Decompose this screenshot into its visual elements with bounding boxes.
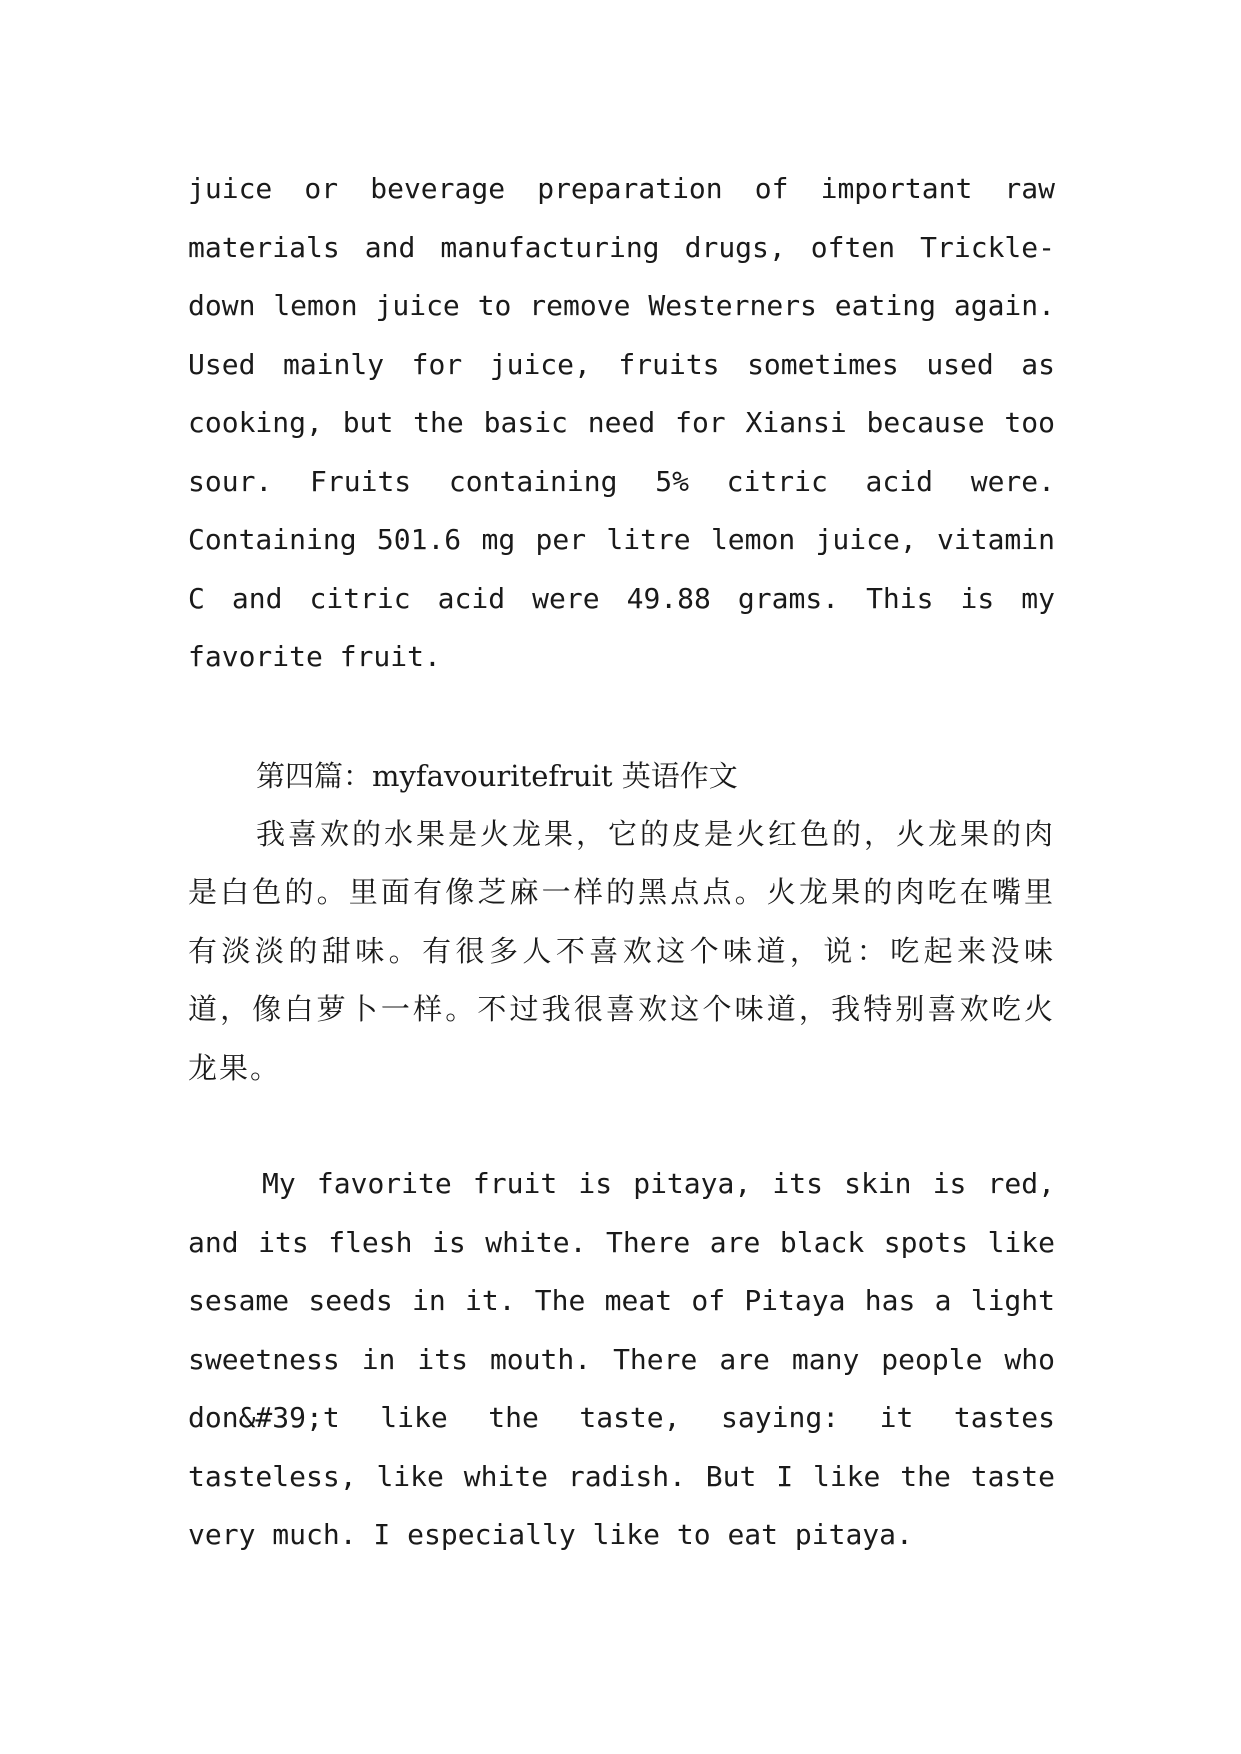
- paragraph-chinese: 我喜欢的水果是火龙果，它的皮是火红色的，火龙果的肉是白色的。里面有像芝麻一样的黑点点。火龙果的肉吃在嘴里有淡淡的甜味。有很多人不喜欢这个味道，说：吃起来没味道，像白萝卜一样。不过我很喜欢这个味道，我特别喜欢吃火龙果。: [188, 816, 1055, 1085]
- document-body: [188, 160, 1055, 1565]
- paragraph-spacer: [188, 687, 1055, 747]
- paragraph-spacer: [188, 1097, 1055, 1155]
- section-heading: 第四篇：myfavouritefruit 英语作文: [256, 758, 738, 793]
- paragraph-pitaya: My favorite fruit is pitaya, its skin is red, and its flesh is white. There are black spots like sesame seeds in it. The meat of Pitaya has a light sweetness in its mouth. There are many people who don&#39;t like the taste, saying: it tastes tasteless, like white radish. But I like the taste very much. I especially like to eat pitaya.: [188, 1167, 1055, 1551]
- paragraph-lemon: juice or beverage preparation of important raw materials and manufacturing drugs, often Trickle-down lemon juice to remove Westerners eating again. Used mainly for juice, fruits sometimes used as cooking, but the basic need for Xiansi because too sour. Fruits containing 5% citric acid were. Containing 501.6 mg per litre lemon juice, vitamin C and citric acid were 49.88 grams. This is my favorite fruit.: [188, 172, 1055, 673]
